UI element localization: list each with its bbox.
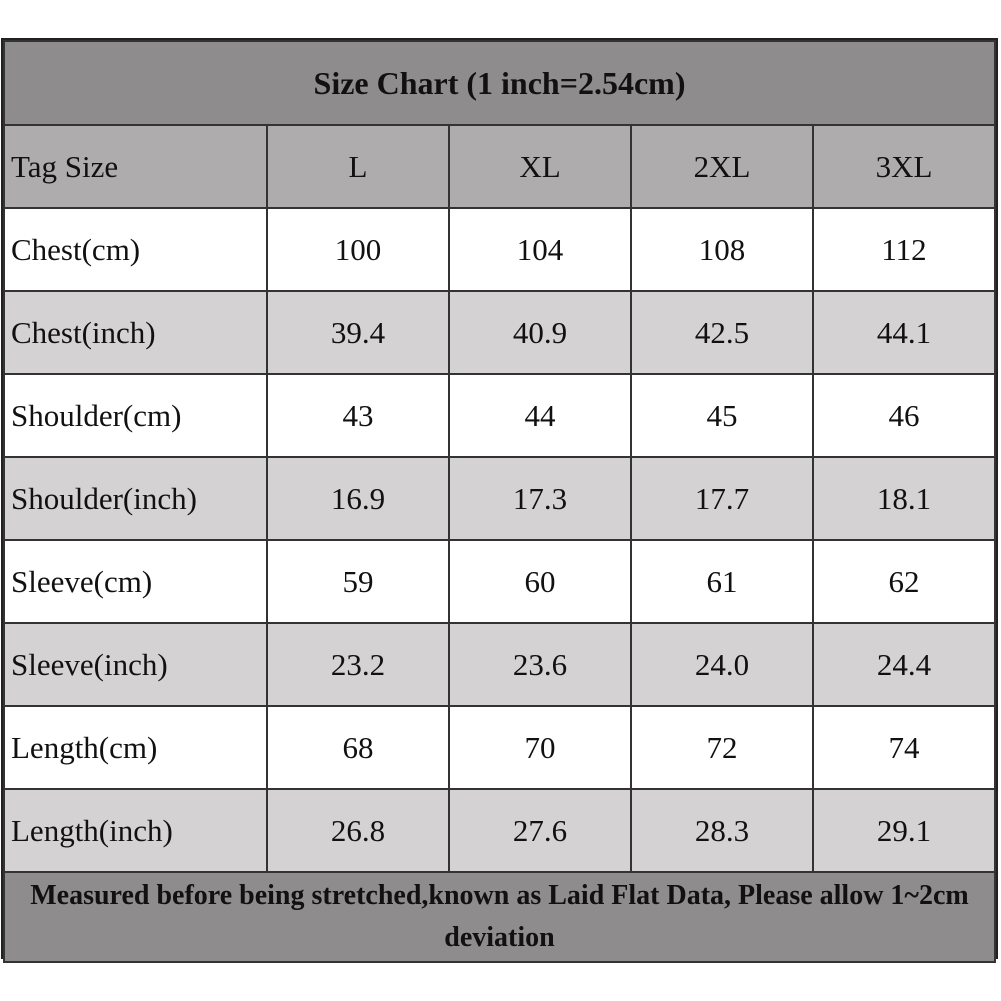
- table-cell: 43: [267, 374, 449, 457]
- table-cell: 44.1: [813, 291, 995, 374]
- table-cell: 108: [631, 208, 813, 291]
- table-cell: 26.8: [267, 789, 449, 872]
- table-row: [4, 623, 995, 706]
- table-row: [4, 789, 995, 872]
- row-label: Length(inch): [4, 789, 267, 872]
- table-cell: 44: [449, 374, 631, 457]
- table-cell: 72: [631, 706, 813, 789]
- table-row: [4, 706, 995, 789]
- tag-size-label: Tag Size: [4, 125, 267, 208]
- row-label: Length(cm): [4, 706, 267, 789]
- table-cell: 39.4: [267, 291, 449, 374]
- table-cell: 70: [449, 706, 631, 789]
- table-cell: 23.2: [267, 623, 449, 706]
- table-row: [4, 457, 995, 540]
- table-cell: 16.9: [267, 457, 449, 540]
- row-label: Chest(cm): [4, 208, 267, 291]
- table-cell: 42.5: [631, 291, 813, 374]
- table-cell: 46: [813, 374, 995, 457]
- table-cell: 100: [267, 208, 449, 291]
- table-cell: 17.3: [449, 457, 631, 540]
- row-label: Sleeve(inch): [4, 623, 267, 706]
- table-cell: 23.6: [449, 623, 631, 706]
- table-cell: 29.1: [813, 789, 995, 872]
- header-row: [4, 125, 995, 208]
- table-cell: 68: [267, 706, 449, 789]
- row-label: Shoulder(inch): [4, 457, 267, 540]
- table-cell: 60: [449, 540, 631, 623]
- table-cell: 104: [449, 208, 631, 291]
- title-row: [4, 41, 995, 125]
- table-cell: 59: [267, 540, 449, 623]
- table-row: [4, 208, 995, 291]
- size-chart-table: [3, 40, 996, 963]
- table-cell: 74: [813, 706, 995, 789]
- size-chart: [1, 38, 998, 959]
- table-row: [4, 374, 995, 457]
- chart-title: Size Chart (1 inch=2.54cm): [4, 41, 995, 125]
- row-label: Shoulder(cm): [4, 374, 267, 457]
- table-cell: 27.6: [449, 789, 631, 872]
- table-cell: 18.1: [813, 457, 995, 540]
- table-row: [4, 540, 995, 623]
- table-cell: 62: [813, 540, 995, 623]
- row-label: Sleeve(cm): [4, 540, 267, 623]
- table-cell: 45: [631, 374, 813, 457]
- footer-row: [4, 872, 995, 962]
- size-header-l: L: [267, 125, 449, 208]
- table-cell: 112: [813, 208, 995, 291]
- size-header-xl: XL: [449, 125, 631, 208]
- table-cell: 28.3: [631, 789, 813, 872]
- table-cell: 40.9: [449, 291, 631, 374]
- table-cell: 61: [631, 540, 813, 623]
- row-label: Chest(inch): [4, 291, 267, 374]
- table-row: [4, 291, 995, 374]
- size-header-2xl: 2XL: [631, 125, 813, 208]
- table-cell: 17.7: [631, 457, 813, 540]
- table-cell: 24.4: [813, 623, 995, 706]
- size-header-3xl: 3XL: [813, 125, 995, 208]
- footer-note: Measured before being stretched,known as Laid Flat Data, Please allow 1~2cm deviation: [4, 872, 995, 962]
- table-cell: 24.0: [631, 623, 813, 706]
